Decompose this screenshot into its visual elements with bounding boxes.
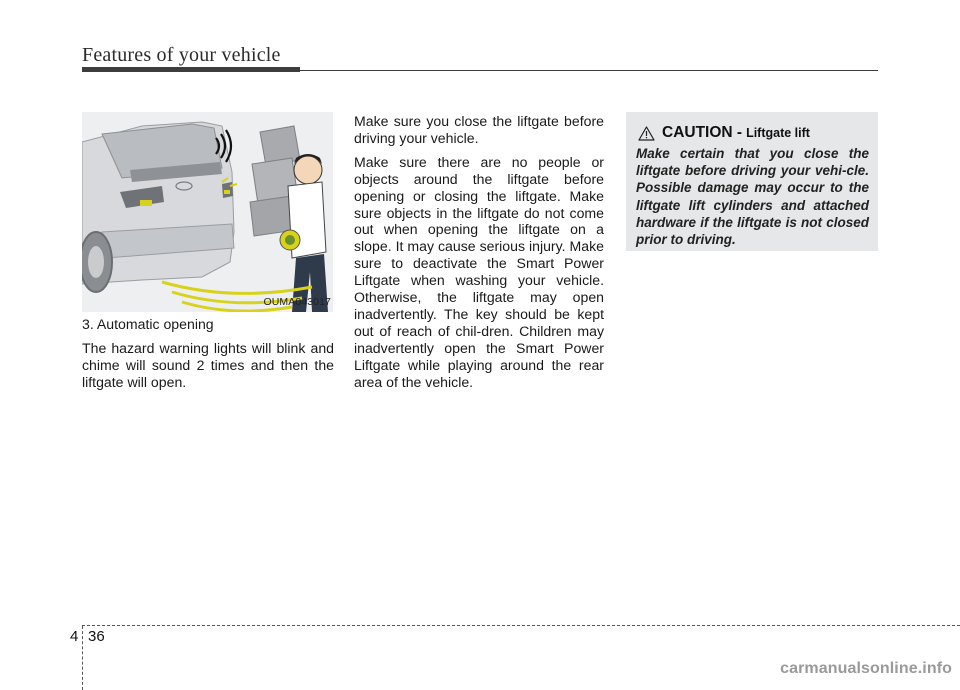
left-column bbox=[82, 316, 334, 398]
footer-divider bbox=[82, 626, 83, 690]
middle-column bbox=[354, 113, 604, 398]
header-rule-thick bbox=[82, 67, 300, 72]
footer-rule bbox=[82, 625, 960, 626]
section-number: 4 bbox=[70, 628, 79, 645]
watermark: carmanualsonline.info bbox=[780, 660, 952, 677]
page-header-title: Features of your vehicle bbox=[82, 44, 281, 66]
figure-code: OUMA043017 bbox=[263, 296, 331, 308]
caution-text: Make certain that you close the liftgate before driving your vehi-cle. Possible damage may occur to the liftgate lift cylinders and attached hardware if the liftgate is not closed prior to driving. bbox=[636, 146, 869, 248]
section-paragraph: The hazard warning lights will blink and chime will sound 2 times and then the liftgate will open. bbox=[82, 339, 334, 390]
car-and-person-drawing bbox=[82, 112, 333, 312]
caution-subject: Liftgate lift bbox=[746, 126, 810, 140]
section-heading: 3. Automatic opening bbox=[82, 316, 214, 332]
caution-label: CAUTION - bbox=[662, 124, 743, 141]
liftgate-illustration bbox=[82, 112, 333, 312]
caution-header bbox=[638, 122, 810, 144]
body-paragraph-1: Make sure you close the liftgate before driving your vehicle. bbox=[354, 113, 604, 146]
body-paragraph-2: Make sure there are no people or objects around the liftgate before opening or closing the liftgate. Make sure objects in the liftgate do not come out when opening the liftgate on a slope. It may cause serious injury. Make sure to deactivate the Smart Power Liftgate when washing your vehicle. Otherwise, the liftgate may open inadvertently. The key should be kept out of reach of chil-dren. Children may inadvertently open the Smart Power Liftgate while playing around the rear area of the vehicle. bbox=[354, 153, 604, 390]
caution-box bbox=[626, 112, 878, 251]
warning-triangle-icon bbox=[638, 126, 655, 141]
page-number: 36 bbox=[88, 628, 105, 645]
header-rule-thin bbox=[300, 70, 878, 72]
